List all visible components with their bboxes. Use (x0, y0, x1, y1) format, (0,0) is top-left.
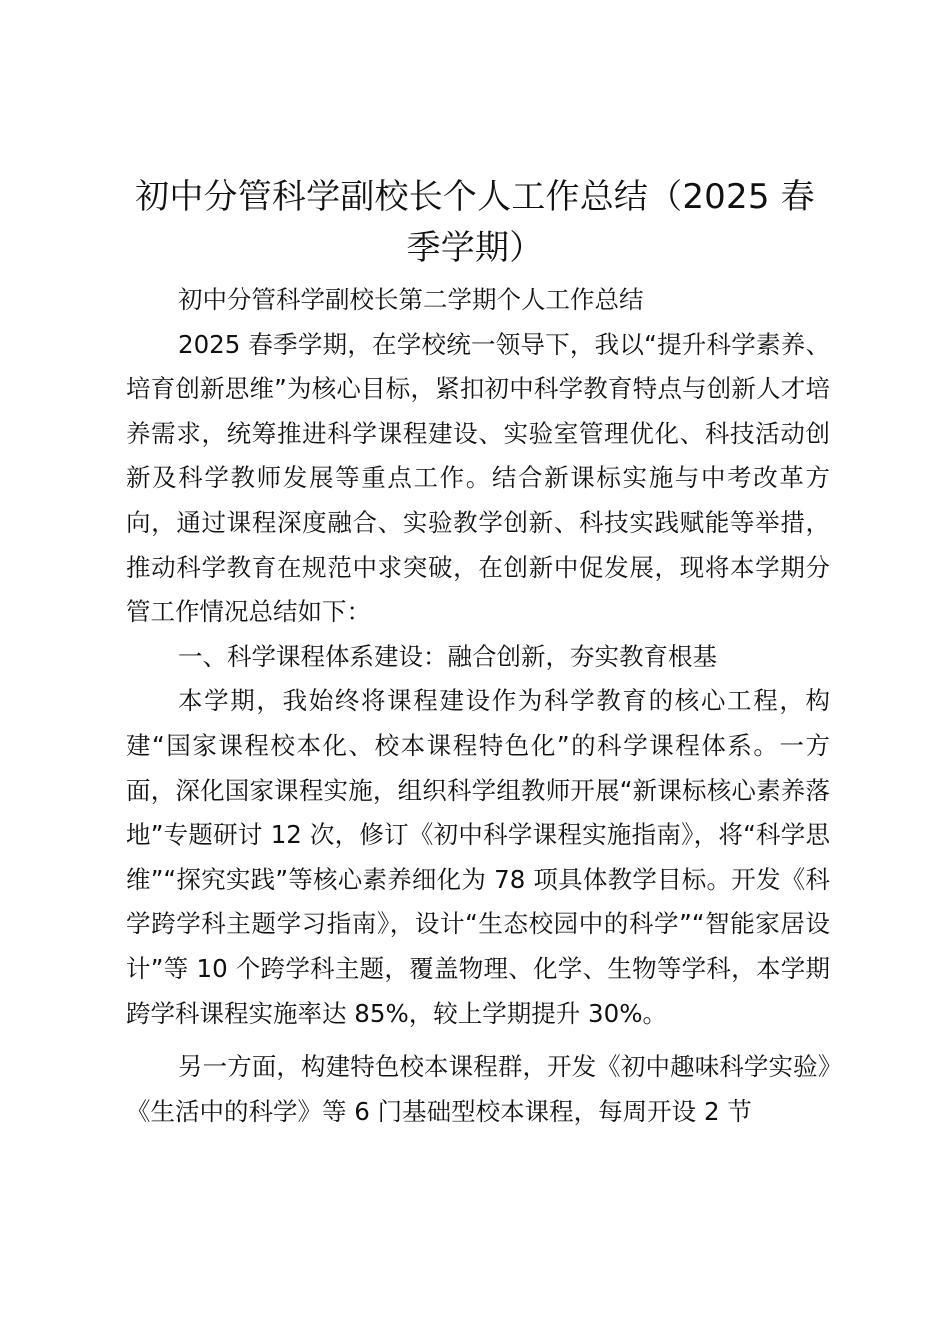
body-paragraph-2: 另一方面，构建特色校本课程群，开发《初中趣味科学实验》《生活中的科学》等 6 门基础型校本课程，每周开设 2 节 (126, 1052, 830, 1126)
document-body (126, 278, 830, 1134)
section-heading-1: 一、科学课程体系建设：融合创新，夯实教育根基 (178, 641, 717, 671)
subtitle-paragraph: 初中分管科学副校长第二学期个人工作总结 (178, 285, 644, 314)
intro-paragraph: 2025 春季学期，在学校统一领导下，我以“提升科学素养、培育创新思维”为核心目标，紧扣初中科学教育特点与创新人才培养需求，统筹推进科学课程建设、实验室管理优化、科技活动创新及科学教师发展等重点工作。结合新课标实施与中考改革方向，通过课程深度融合、实验教学创新、科技实践赋能等举措，推动科学教育在规范中求突破，在创新中促发展，现将本学期分管工作情况总结如下： (126, 329, 830, 627)
document-title: 初中分管科学副校长个人工作总结（2025 春季学期） (135, 177, 815, 268)
body-paragraph-1: 本学期，我始终将课程建设作为科学教育的核心工程，构建“国家课程校本化、校本课程特色化”的科学课程体系。一方面，深化国家课程实施，组织科学组教师开展“新课标核心素养落地”专题研讨 12 次，修订《初中科学课程实施指南》，将“科学思维”“探究实践”等核心素养细化为 78 项具体教学目标。开发《科学跨学科主题学习指南》，设计“生态校园中的科学”“智能家居设计”等 10 个跨学科主题，覆盖物理、化学、生物等学科，本学期跨学科课程实施率达 85%，较上学期提升 30%。 (126, 686, 830, 1028)
